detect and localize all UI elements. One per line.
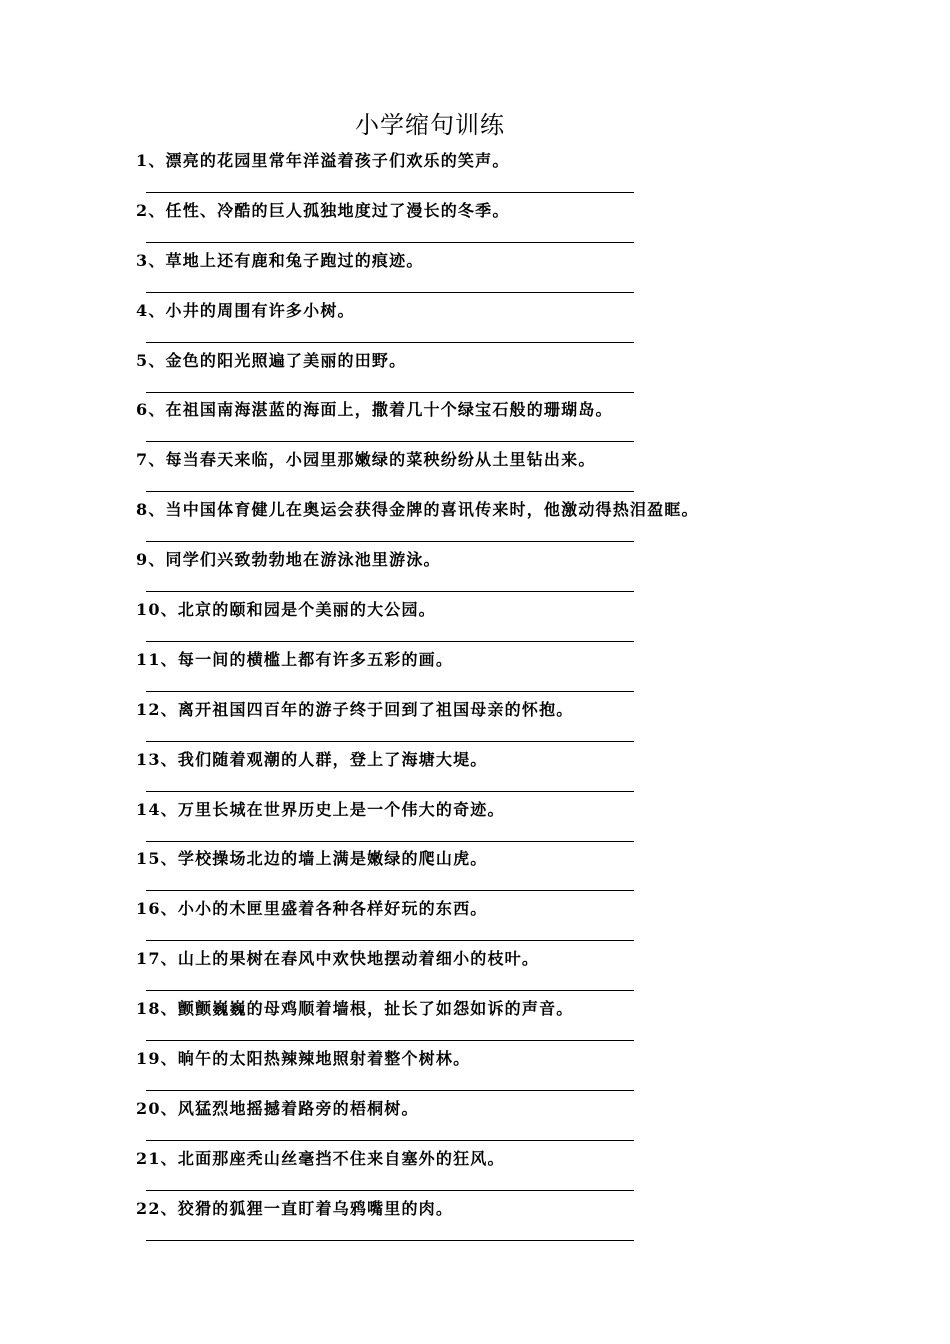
- answer-line[interactable]: [146, 741, 634, 742]
- exercise-sentence: 21、北面那座秃山丝毫挡不住来自塞外的狂风。: [136, 1148, 505, 1168]
- answer-line[interactable]: [146, 1190, 634, 1191]
- exercise-item-1: [136, 147, 916, 197]
- exercise-item-22: [136, 1195, 916, 1245]
- exercise-item-20: [136, 1095, 916, 1145]
- exercise-item-7: [136, 446, 916, 496]
- exercise-sentence: 3、草地上还有鹿和兔子跑过的痕迹。: [136, 250, 424, 270]
- answer-line[interactable]: [146, 990, 634, 991]
- exercise-sentence: 19、晌午的太阳热辣辣地照射着整个树林。: [136, 1049, 471, 1069]
- exercise-item-2: [136, 197, 916, 247]
- answer-line[interactable]: [146, 1090, 634, 1091]
- answer-line[interactable]: [146, 292, 634, 293]
- exercise-sentence: 6、在祖国南海湛蓝的海面上，撒着几十个绿宝石般的珊瑚岛。: [136, 400, 613, 420]
- exercise-item-15: [136, 845, 916, 895]
- exercise-sentence: 20、风猛烈地摇撼着路旁的梧桐树。: [136, 1098, 419, 1118]
- exercise-item-3: [136, 247, 916, 297]
- answer-line[interactable]: [146, 1140, 634, 1141]
- answer-line[interactable]: [146, 242, 634, 243]
- answer-line[interactable]: [146, 890, 634, 891]
- answer-line[interactable]: [146, 791, 634, 792]
- exercise-item-5: [136, 347, 916, 397]
- answer-line[interactable]: [146, 940, 634, 941]
- exercise-item-10: [136, 596, 916, 646]
- exercise-sentence: 4、小井的周围有许多小树。: [136, 300, 355, 320]
- answer-line[interactable]: [146, 641, 634, 642]
- exercise-sentence: 8、当中国体育健儿在奥运会获得金牌的喜讯传来时，他激动得热泪盈眶。: [136, 500, 699, 520]
- exercise-item-17: [136, 945, 916, 995]
- exercise-sentence: 1、漂亮的花园里常年洋溢着孩子们欢乐的笑声。: [136, 151, 510, 170]
- answer-line[interactable]: [146, 1040, 634, 1041]
- exercise-item-6: [136, 396, 916, 446]
- answer-line[interactable]: [146, 192, 634, 193]
- answer-line[interactable]: [146, 491, 634, 492]
- page-title: 小学缩句训练: [355, 111, 505, 139]
- exercise-item-21: [136, 1145, 916, 1195]
- answer-line[interactable]: [146, 441, 634, 442]
- exercise-item-19: [136, 1045, 916, 1095]
- answer-line[interactable]: [146, 691, 634, 692]
- exercise-sentence: 17、山上的果树在春风中欢快地摆动着细小的枝叶。: [136, 949, 540, 969]
- exercise-sentence: 10、北京的颐和园是个美丽的大公园。: [136, 600, 436, 620]
- exercise-item-8: [136, 496, 916, 546]
- exercise-item-4: [136, 297, 916, 347]
- exercise-item-14: [136, 796, 916, 846]
- exercise-sentence: 18、颤颤巍巍的母鸡顺着墙根，扯长了如怨如诉的声音。: [136, 999, 574, 1019]
- exercise-item-12: [136, 696, 916, 746]
- exercise-list: [136, 147, 916, 1245]
- exercise-item-9: [136, 546, 916, 596]
- exercise-item-13: [136, 746, 916, 796]
- exercise-sentence: 13、我们随着观潮的人群，登上了海塘大堤。: [136, 749, 488, 769]
- exercise-item-18: [136, 995, 916, 1045]
- answer-line[interactable]: [146, 392, 634, 393]
- exercise-item-11: [136, 646, 916, 696]
- exercise-sentence: 16、小小的木匣里盛着各种各样好玩的东西。: [136, 899, 488, 919]
- exercise-sentence: 12、离开祖国四百年的游子终于回到了祖国母亲的怀抱。: [136, 699, 574, 719]
- exercise-item-16: [136, 895, 916, 945]
- exercise-sentence: 2、任性、冷酷的巨人孤独地度过了漫长的冬季。: [136, 200, 510, 220]
- exercise-sentence: 9、同学们兴致勃勃地在游泳池里游泳。: [136, 550, 441, 570]
- exercise-sentence: 5、金色的阳光照遍了美丽的田野。: [136, 350, 407, 370]
- answer-line[interactable]: [146, 591, 634, 592]
- answer-line[interactable]: [146, 841, 634, 842]
- exercise-sentence: 14、万里长城在世界历史上是一个伟大的奇迹。: [136, 799, 505, 819]
- exercise-sentence: 15、学校操场北边的墙上满是嫩绿的爬山虎。: [136, 849, 488, 869]
- answer-line[interactable]: [146, 342, 634, 343]
- answer-line[interactable]: [146, 1240, 634, 1241]
- exercise-sentence: 22、狡猾的狐狸一直盯着乌鸦嘴里的肉。: [136, 1198, 454, 1218]
- exercise-sentence: 11、每一间的横槛上都有许多五彩的画。: [136, 649, 454, 669]
- exercise-sentence: 7、每当春天来临，小园里那嫩绿的菜秧纷纷从土里钻出来。: [136, 450, 596, 470]
- answer-line[interactable]: [146, 541, 634, 542]
